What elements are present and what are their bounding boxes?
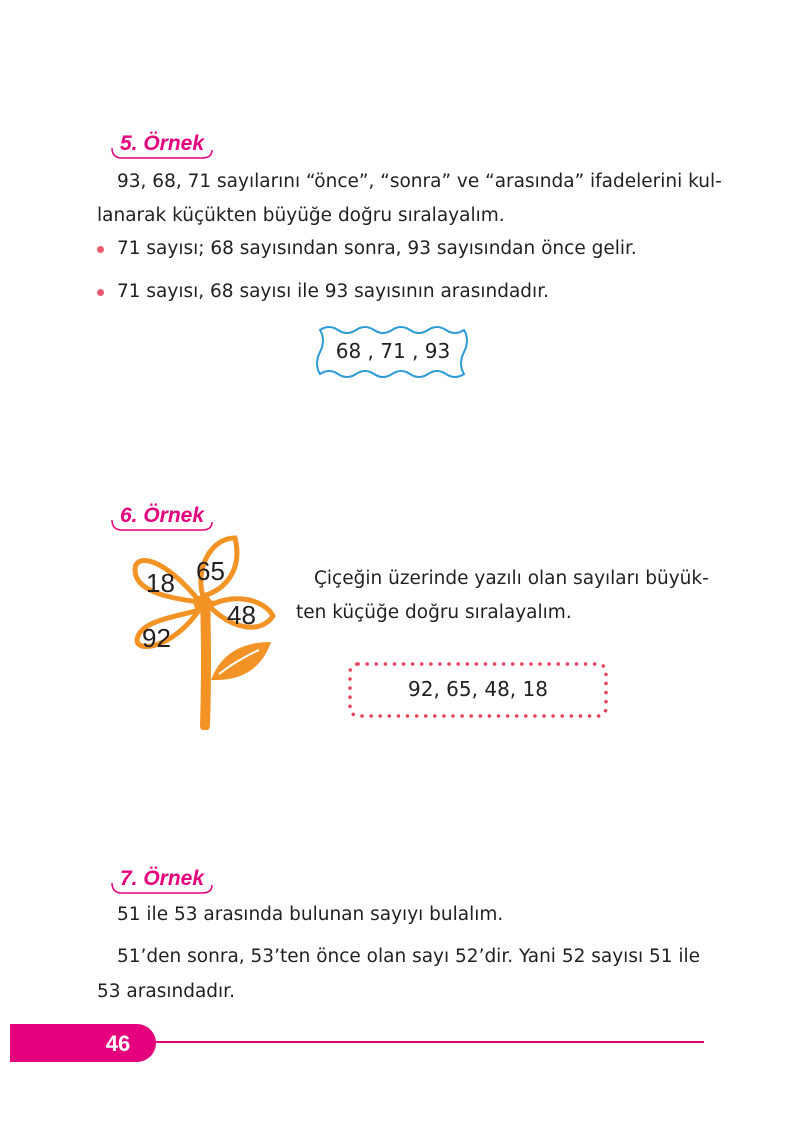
example-7-heading: 7. Örnek: [120, 867, 205, 890]
example-5-intro-line-2: lanarak küçükten büyüğe doğru sıralayalım.: [97, 205, 505, 226]
example-5-heading: 5. Örnek: [120, 132, 205, 155]
bullet-icon: [97, 246, 104, 253]
example-5-answer: 68 , 71 , 93: [335, 339, 451, 363]
example-5-bullet-2: [97, 281, 549, 302]
example-6-answer: 92, 65, 48, 18: [408, 677, 548, 701]
bullet-text: 71 sayısı, 68 sayısı ile 93 sayısının arasındadır.: [117, 281, 549, 302]
flower-number-92: 92: [142, 623, 171, 653]
example-6-text-line-1: Çiçeğin üzerinde yazılı olan sayıları büyük-: [314, 568, 709, 589]
example-6-heading: 6. Örnek: [120, 504, 205, 527]
flower-number-65: 65: [196, 556, 225, 586]
example-5-heading-underline: [110, 146, 220, 162]
flower-number-48: 48: [227, 600, 256, 630]
example-7-line-3: 53 arasındadır.: [97, 981, 235, 1002]
bullet-text: 71 sayısı; 68 sayısından sonra, 93 sayısından önce gelir.: [117, 238, 637, 259]
example-7-line-2: 51’den sonra, 53’ten önce olan sayı 52’dir. Yani 52 sayısı 51 ile: [117, 946, 701, 967]
example-7-line-1: 51 ile 53 arasında bulunan sayıyı bulalım.: [117, 904, 504, 925]
bullet-icon: [97, 289, 104, 296]
example-5-bullet-1: [97, 238, 637, 259]
example-7-heading-underline: [110, 881, 220, 897]
example-6-text-line-2: ten küçüğe doğru sıralayalım.: [296, 602, 572, 623]
example-5-intro-line-1: 93, 68, 71 sayılarını “önce”, “sonra” ve “arasında” ifadelerini kul-: [117, 171, 722, 192]
flower-number-18: 18: [146, 568, 175, 598]
page-number: 46: [105, 1031, 131, 1056]
footer-rule: [150, 1041, 704, 1043]
